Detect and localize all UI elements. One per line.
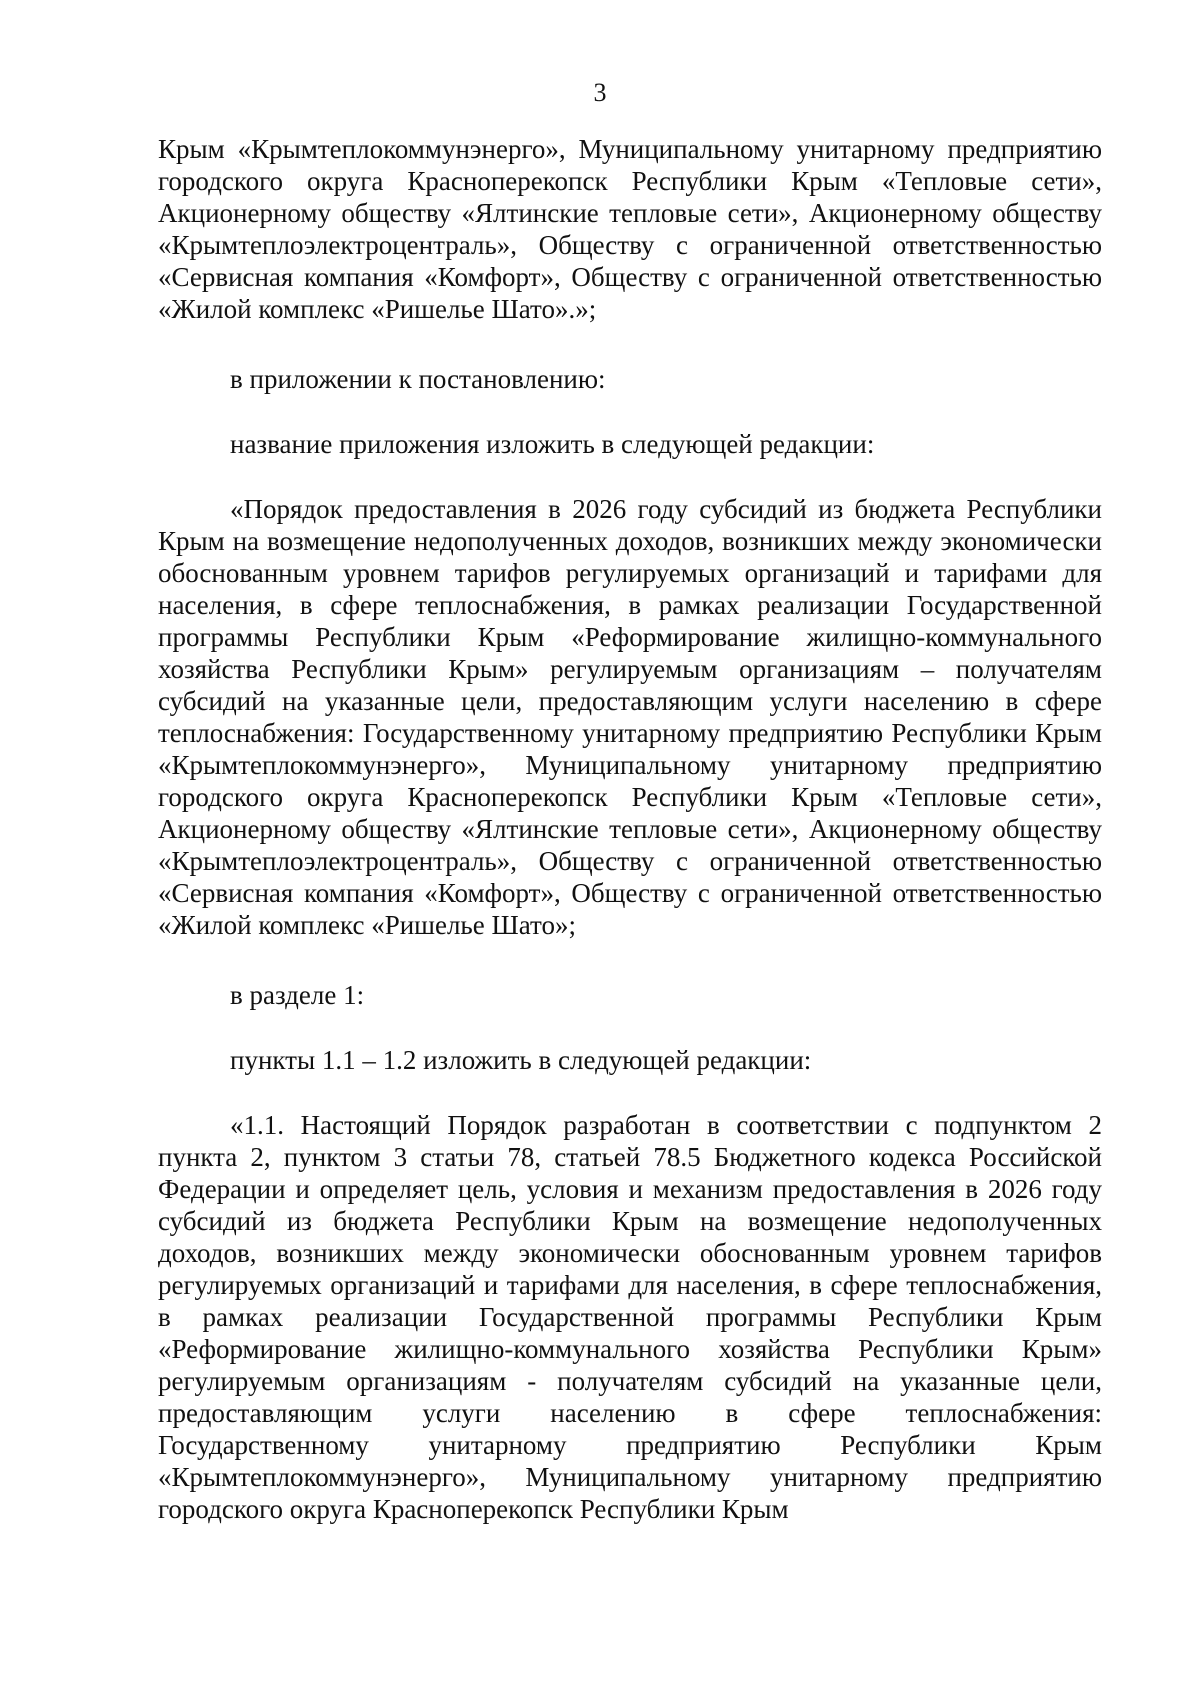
paragraph-appendix-title-change: название приложения изложить в следующей редакции: xyxy=(230,429,875,459)
paragraph-appendix-intro: в приложении к постановлению: xyxy=(230,364,606,394)
document-body xyxy=(158,133,1102,1525)
page-number: 3 xyxy=(593,78,607,107)
paragraph-appendix-title: «Порядок предоставления в 2026 году субсидий из бюджета Республики Крым на возмещение недополученных доходов, возникших между экономически обоснованным уровнем тарифов регулируемых организаций и тарифами для населения, в сфере теплоснабжения, в рамках реализации Государственной программы Республики Крым «Реформирование жилищно-коммунального хозяйства Республики Крым» регулируемым организациям – получателям субсидий на указанные цели, предоставляющим услуги населению в сфере теплоснабжения: Государственному унитарному предприятию Республики Крым «Крымтеплокоммунэнерго», Муниципальному унитарному предприятию городского округа Красноперекопск Республики Крым «Тепловые сети», Акционерному обществу «Ялтинские тепловые сети», Акционерному обществу «Крымтеплоэлектроцентраль», Обществу с ограниченной ответственностью «Сервисная компания «Комфорт», Обществу с ограниченной ответственностью «Жилой комплекс «Ришелье Шато»; xyxy=(158,494,1102,940)
paragraph-items-change: пункты 1.1 – 1.2 изложить в следующей редакции: xyxy=(230,1045,812,1075)
paragraph-section-1: в разделе 1: xyxy=(230,980,365,1010)
paragraph-item-1-1: «1.1. Настоящий Порядок разработан в соответствии с подпунктом 2 пункта 2, пунктом 3 статьи 78, статьей 78.5 Бюджетного кодекса Российской Федерации и определяет цель, условия и механизм предоставления в 2026 году субсидий из бюджета Республики Крым на возмещение недополученных доходов, возникших между экономически обоснованным уровнем тарифов регулируемых организаций и тарифами для населения, в сфере теплоснабжения, в рамках реализации Государственной программы Республики Крым «Реформирование жилищно-коммунального хозяйства Республики Крым» регулируемым организациям - получателям субсидий на указанные цели, предоставляющим услуги населению в сфере теплоснабжения: Государственному унитарному предприятию Республики Крым «Крымтеплокоммунэнерго», Муниципальному унитарному предприятию городского округа Красноперекопск Республики Крым xyxy=(158,1110,1102,1524)
paragraph-continuation: Крым «Крымтеплокоммунэнерго», Муниципальному унитарному предприятию городского округа Красноперекопск Республики Крым «Тепловые сети», Акционерному обществу «Ялтинские тепловые сети», Акционерному обществу «Крымтеплоэлектроцентраль», Обществу с ограниченной ответственностью «Сервисная компания «Комфорт», Обществу с ограниченной ответственностью «Жилой комплекс «Ришелье Шато».»; xyxy=(158,134,1102,324)
